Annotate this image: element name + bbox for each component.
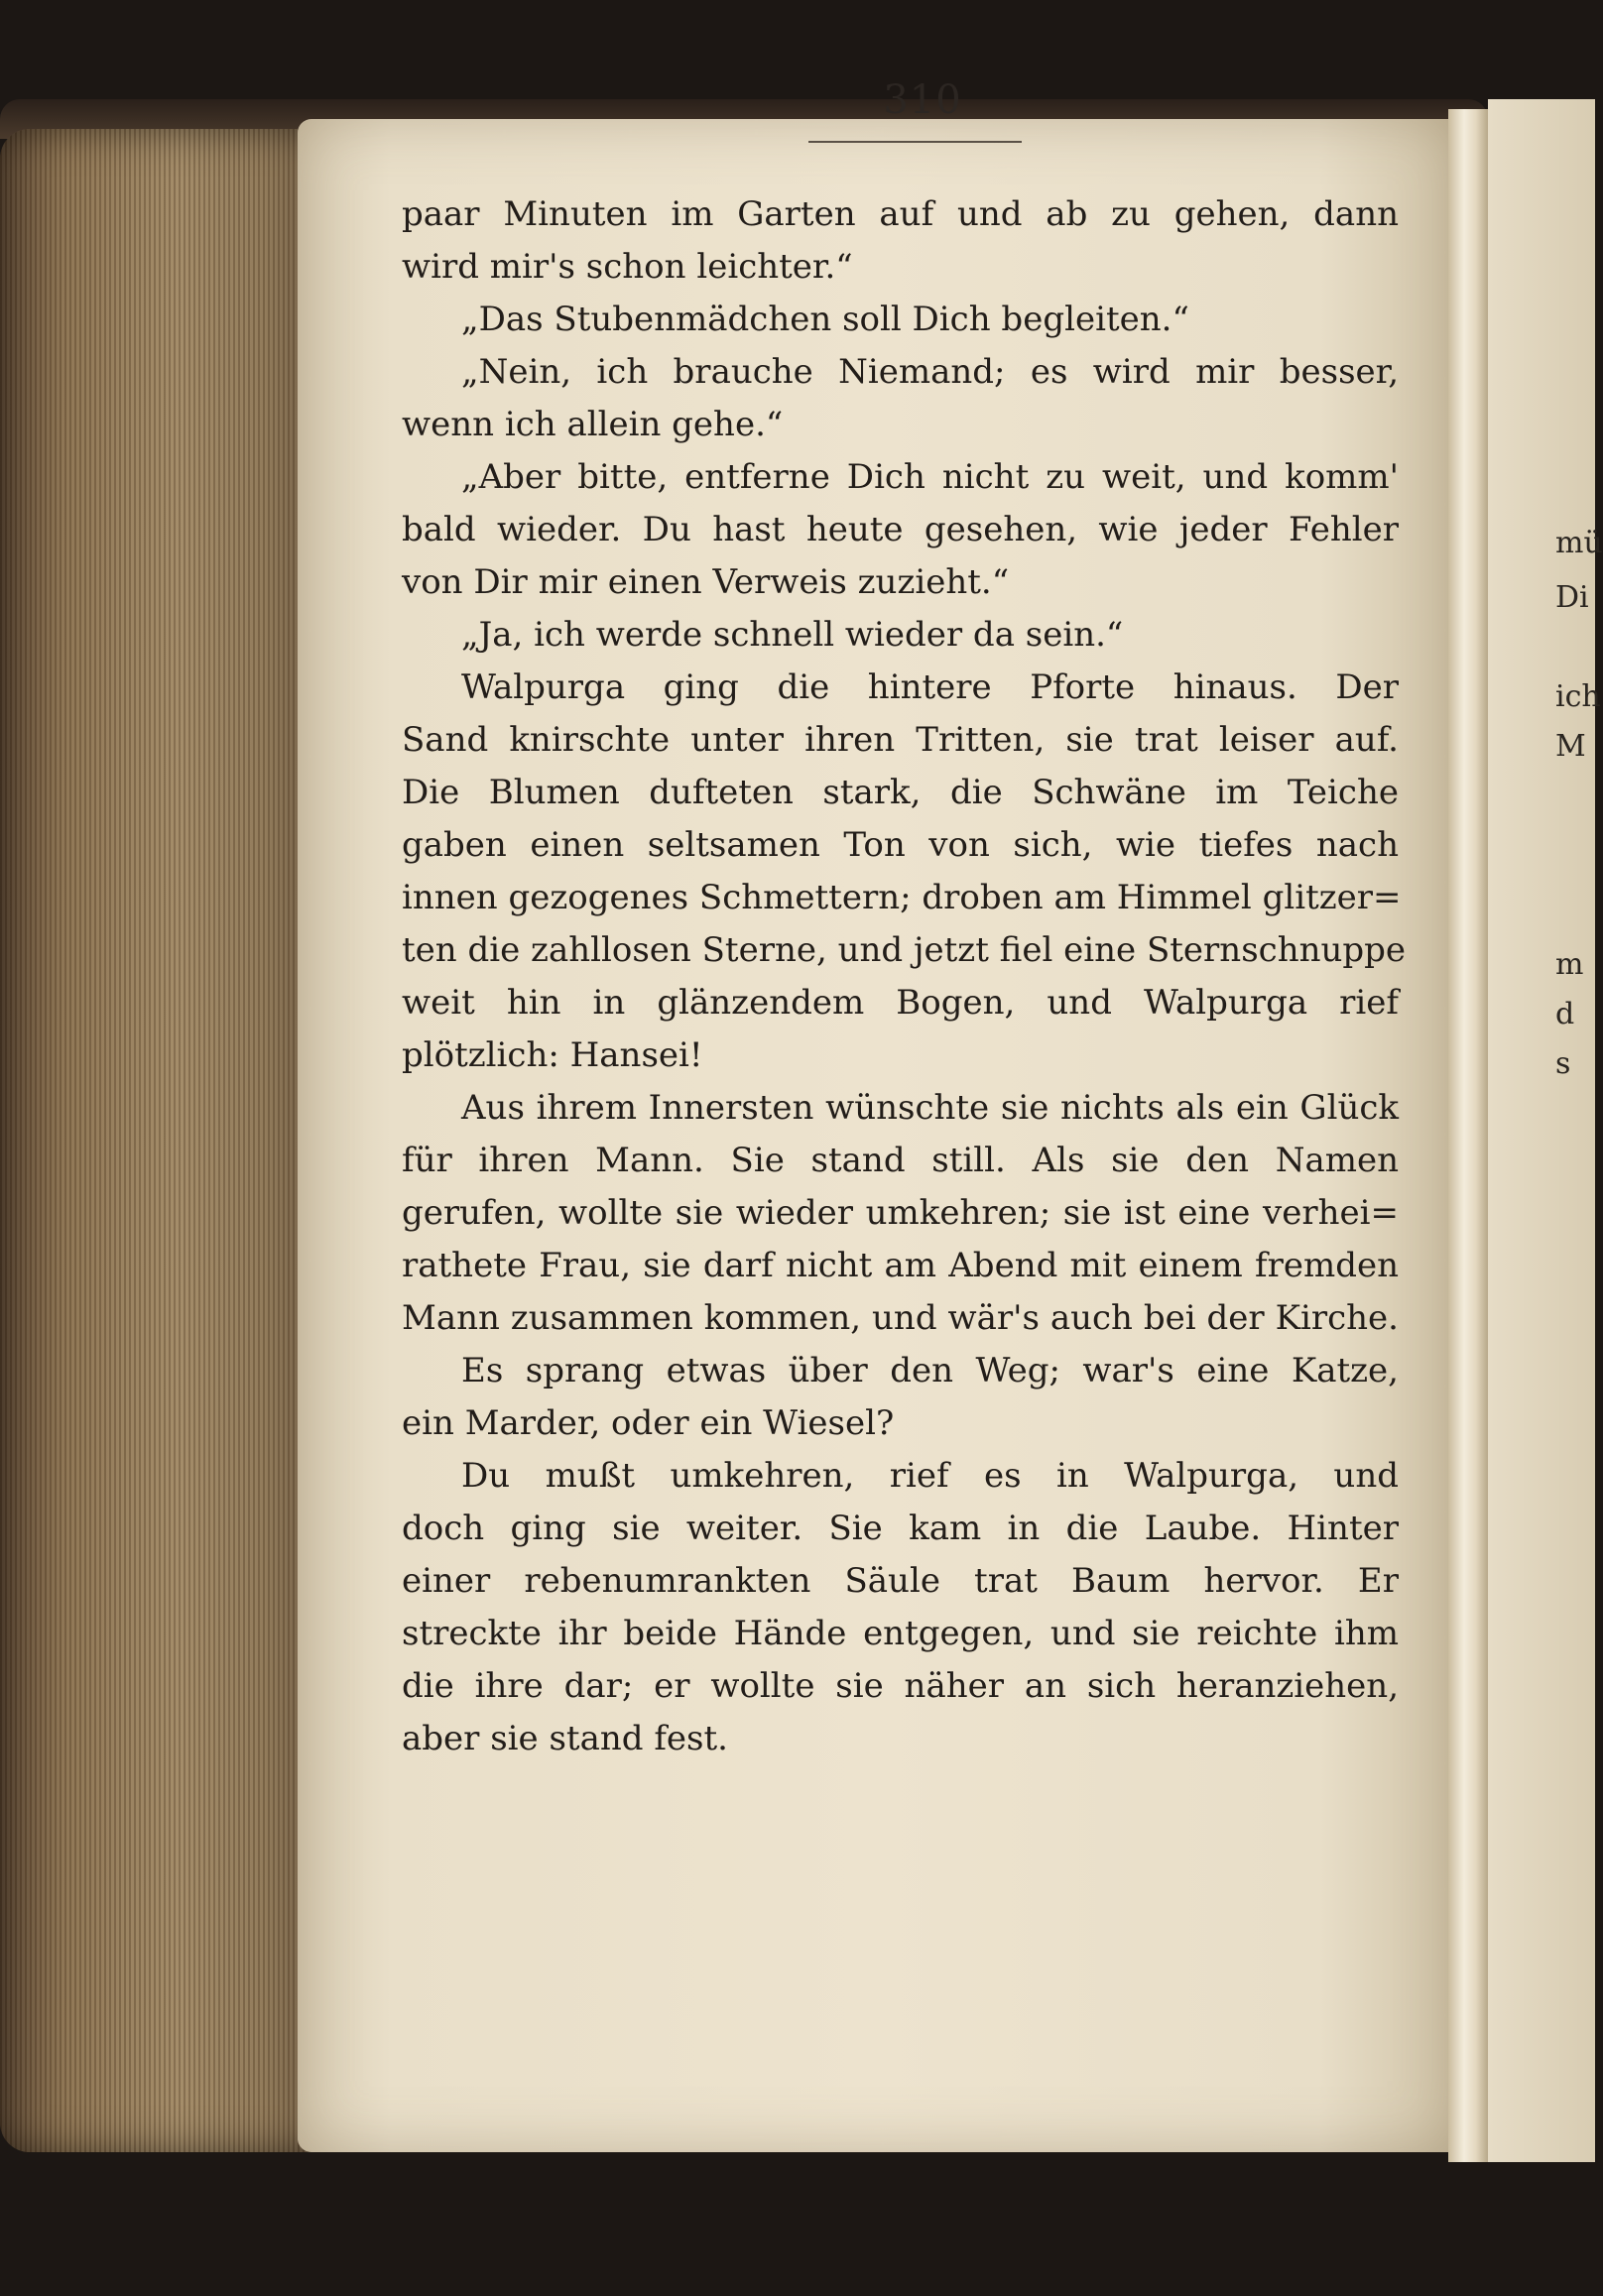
- text-line: streckte ihr beide Hände entgegen, und sie reichte ihm: [402, 1614, 1399, 1653]
- text-line: ten die zahllosen Sterne, und jetzt fiel eine Sternschnuppe: [402, 930, 1407, 970]
- text-line: Es sprang etwas über den Weg; war's eine Katze,: [461, 1351, 1399, 1390]
- right-page-fragment: Di: [1555, 580, 1589, 615]
- right-page-fragment: mü: [1555, 526, 1603, 560]
- page-number: 310: [883, 77, 962, 123]
- text-line: Walpurga ging die hintere Pforte hinaus. Der: [461, 667, 1399, 707]
- page-edges-left: [0, 129, 327, 2152]
- right-page-fragment: s: [1555, 1046, 1571, 1081]
- text-line: Aus ihrem Innersten wünschte sie nichts als ein Glück: [461, 1088, 1399, 1128]
- text-line: wird mir's schon leichter.“: [402, 247, 853, 287]
- right-page-fragment: ich: [1555, 679, 1601, 714]
- text-line: bald wieder. Du hast heute gesehen, wie jeder Fehler: [402, 510, 1399, 549]
- text-line: innen gezogenes Schmettern; droben am Himmel glitzer=: [402, 878, 1402, 917]
- body-text: [402, 188, 1407, 1765]
- text-line: wenn ich allein gehe.“: [402, 405, 784, 444]
- text-line: weit hin in glänzendem Bogen, und Walpurga rief: [402, 983, 1399, 1023]
- text-line: Du mußt umkehren, rief es in Walpurga, und: [461, 1456, 1399, 1496]
- text-line: „Ja, ich werde schnell wieder da sein.“: [461, 615, 1124, 655]
- text-line: aber sie stand fest.: [402, 1719, 728, 1758]
- text-line: doch ging sie weiter. Sie kam in die Laube. Hinter: [402, 1509, 1399, 1548]
- book-gutter: [1448, 109, 1488, 2162]
- text-line: „Aber bitte, entferne Dich nicht zu weit, und komm': [461, 457, 1399, 497]
- text-line: „Nein, ich brauche Niemand; es wird mir besser,: [461, 352, 1399, 392]
- text-line: plötzlich: Hansei!: [402, 1035, 703, 1075]
- right-page-fragment: M: [1555, 729, 1586, 764]
- text-line: ein Marder, oder ein Wiesel?: [402, 1403, 895, 1443]
- text-line: Sand knirschte unter ihren Tritten, sie trat leiser auf.: [402, 720, 1399, 760]
- text-line: für ihren Mann. Sie stand still. Als sie den Namen: [402, 1141, 1399, 1180]
- right-page-fragment: d: [1555, 997, 1575, 1031]
- header-rule: [808, 141, 1022, 143]
- text-line: die ihre dar; er wollte sie näher an sich heranziehen,: [402, 1666, 1399, 1706]
- right-page-fragment: m: [1555, 947, 1584, 982]
- text-line: Mann zusammen kommen, und wär's auch bei der Kirche.: [402, 1298, 1399, 1338]
- text-line: paar Minuten im Garten auf und ab zu gehen, dann: [402, 194, 1399, 234]
- text-line: gaben einen seltsamen Ton von sich, wie tiefes nach: [402, 825, 1399, 865]
- text-line: einer rebenumrankten Säule trat Baum hervor. Er: [402, 1561, 1399, 1601]
- text-line: rathete Frau, sie darf nicht am Abend mit einem fremden: [402, 1246, 1399, 1285]
- right-page-edge: [1488, 99, 1603, 2162]
- text-line: Die Blumen dufteten stark, die Schwäne im Teiche: [402, 773, 1399, 812]
- text-line: gerufen, wollte sie wieder umkehren; sie ist eine verhei=: [402, 1193, 1399, 1233]
- text-line: „Das Stubenmädchen soll Dich begleiten.“: [461, 300, 1189, 339]
- text-line: von Dir mir einen Verweis zuzieht.“: [402, 562, 1010, 602]
